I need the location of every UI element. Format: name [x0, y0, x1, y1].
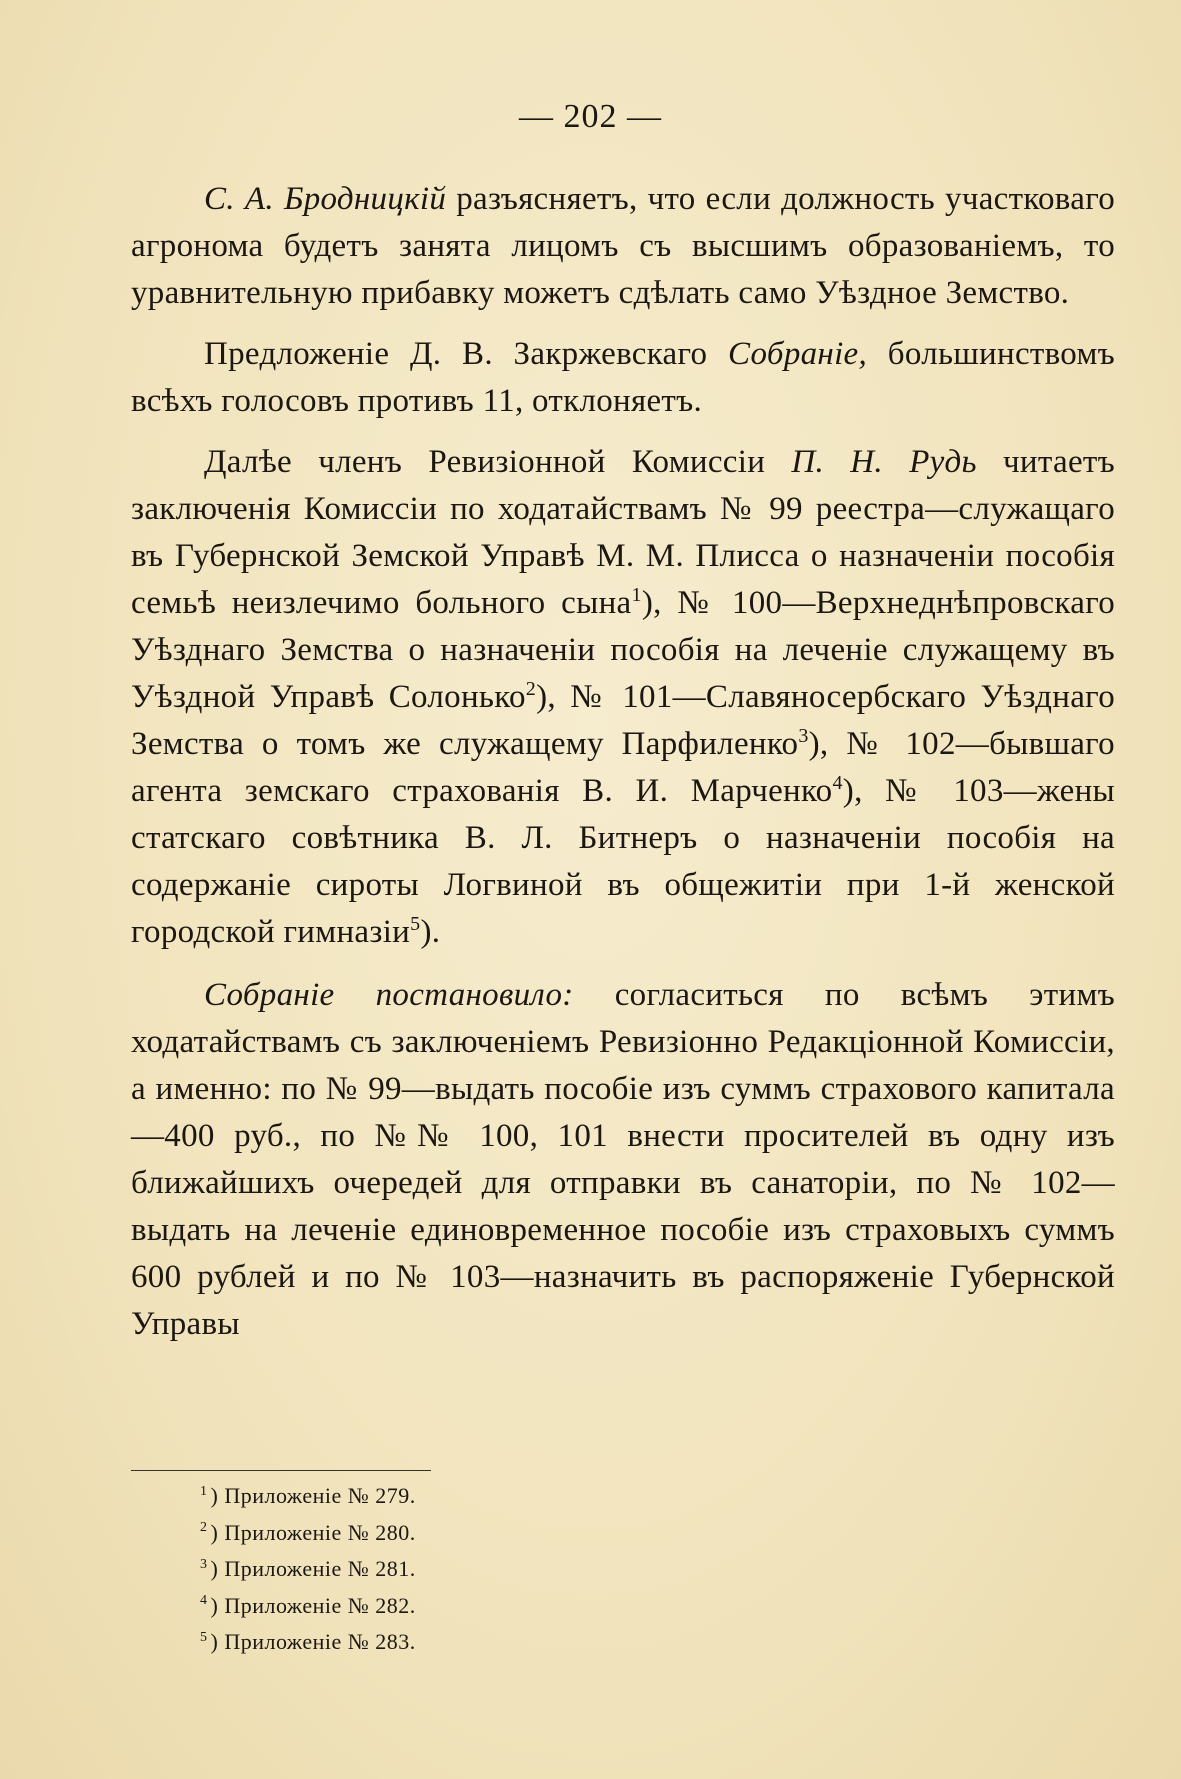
- speaker-name: П. Н. Рудь: [791, 444, 977, 480]
- footnote-number: 3: [200, 1556, 208, 1572]
- footnote-number: 5: [200, 1629, 208, 1645]
- resolution-emphasis: Собраніе постановило:: [204, 977, 574, 1013]
- paragraph-text: согласиться по всѣмъ этимъ ходатайствамъ съ заключеніемъ Ревизіонно Редакціонной Комиссіи, а именно: по № 99—выдать пособіе изъ суммъ страхового капитала—400 руб., по №№ 100, 101 внести просителей въ одну изъ ближайшихъ очередей для отправки въ санаторіи, по № 102—выдать на леченіе единовременное пособіе изъ страховыхъ суммъ 600 рублей и по № 103—назначить въ распоряженіе Губернской Управы: [131, 977, 1115, 1342]
- footnote-text: Приложеніе № 281.: [224, 1556, 416, 1581]
- page-number: — 202 —: [519, 98, 662, 135]
- footnote: $^1$ ) Приложеніе № 279.: [200, 1483, 416, 1508]
- footnote-ref: 4: [832, 772, 843, 794]
- footnote-ref: 2: [525, 678, 537, 700]
- footnote-ref: 3: [798, 725, 809, 747]
- footnote: $^2$ ) Приложеніе № 280.: [200, 1519, 416, 1545]
- footnote-text: Приложеніе № 280.: [224, 1519, 416, 1545]
- footnote-ref: 1: [631, 584, 642, 606]
- paragraph-petitions: [131, 439, 1115, 956]
- paragraph-text: ), № 101—Славяносербскаго Уѣзднаго Земства о томъ же служащему Парфиленко: [131, 679, 1115, 762]
- footnote-number: 1: [200, 1483, 208, 1499]
- body-text: [131, 176, 1115, 1348]
- paragraph-text: читаетъ заключенія Комиссіи по ходатайствамъ № 99 реестра—служащаго въ Губернской Земской Управѣ М. М. Плисса о назначеніи пособія семьѣ неизлечимо больного сына: [131, 444, 1115, 621]
- paragraph-text: Далѣе членъ Ревизіонной Комиссіи: [204, 444, 792, 480]
- footnote-text: Приложеніе № 282.: [224, 1592, 416, 1618]
- paragraph-text: Предложеніе Д. В. Закржевскаго: [204, 336, 729, 372]
- footnotes: [200, 1478, 700, 1661]
- footnote-text: Приложеніе № 279.: [224, 1483, 416, 1508]
- paragraph-text: ), № 100—Верхнеднѣпровскаго Уѣзднаго Земства о назначеніи пособія на леченіе служащему въ Уѣздной Управѣ Солонько: [131, 585, 1116, 715]
- assembly-emphasis: Собраніе,: [728, 336, 868, 372]
- footnote: $^5$ ) Приложеніе № 283.: [200, 1629, 416, 1654]
- footnote: $^3$ ) Приложеніе № 281.: [200, 1556, 416, 1581]
- paragraph-text: разъясняетъ, что если должность участковаго агронома будетъ занята лицомъ съ высшимъ образованіемъ, то уравнительную прибавку можетъ сдѣлать само Уѣздное Земство.: [131, 181, 1116, 311]
- paragraph-text: ), № 102—бывшаго агента земскаго страхованія В. И. Марченко: [131, 726, 1115, 809]
- footnote-number: 2: [200, 1520, 208, 1536]
- paragraph-brodnitsky: [131, 176, 1115, 317]
- paragraph-resolution: [131, 972, 1115, 1348]
- footnote-text: Приложеніе № 283.: [224, 1629, 416, 1654]
- footnote: $^4$ ) Приложеніе № 282.: [200, 1592, 416, 1618]
- footnote-ref: 5: [410, 913, 421, 935]
- paragraph-text: большинствомъ всѣхъ голосовъ противъ 11, отклоняетъ.: [131, 336, 1115, 419]
- speaker-name: С. А. Бродницкій: [204, 181, 447, 217]
- footnote-number: 4: [200, 1593, 208, 1609]
- footnote-divider: [131, 1470, 431, 1471]
- paragraph-vote: [131, 331, 1115, 425]
- paragraph-text: ), № 103—жены статскаго совѣтника В. Л. Битнеръ о назначеніи пособія на содержаніе сироты Логвиной въ общежитіи при 1-й женской городской гимназіи: [131, 773, 1116, 950]
- paragraph-text: ).: [420, 914, 441, 950]
